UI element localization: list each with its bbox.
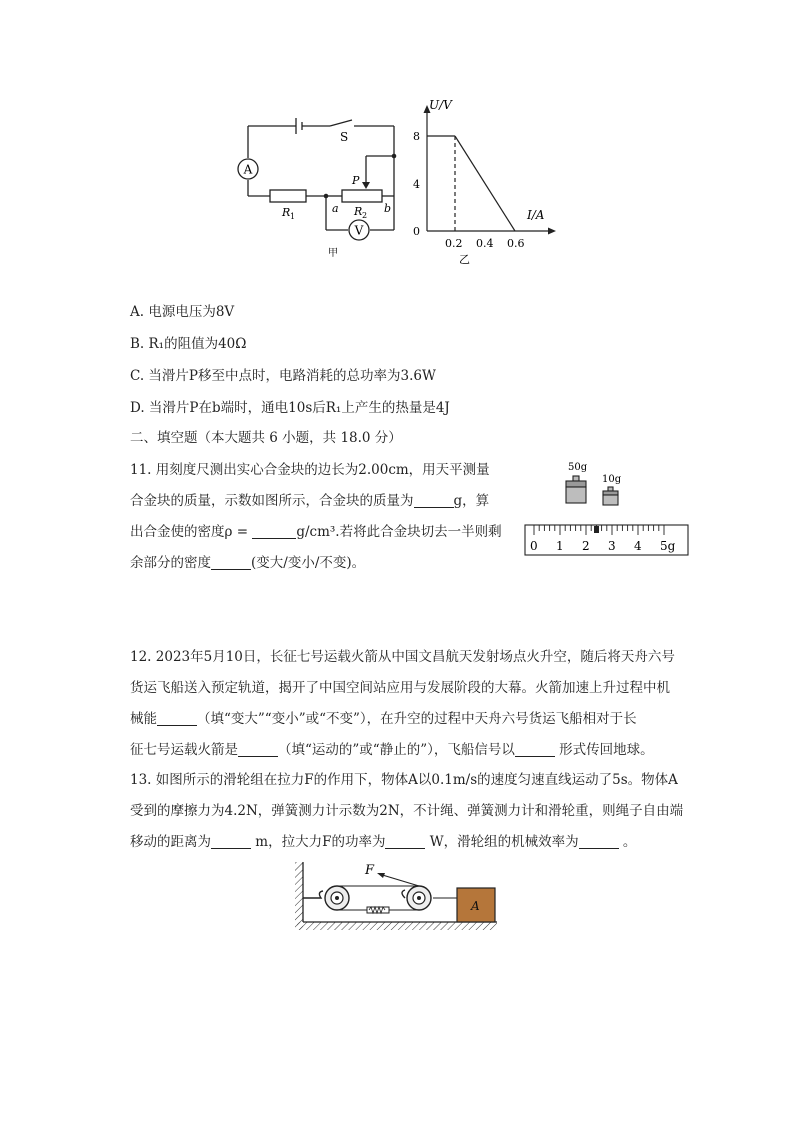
q13-l3-mid2: W，滑轮组的机械效率为	[425, 834, 579, 850]
r1-sub: 1	[290, 212, 296, 221]
q13-l3-tail: 。	[618, 834, 637, 850]
balance-reading-figure	[520, 458, 695, 563]
q11-l4-tail: (变大/变小/不变)。	[251, 555, 366, 571]
pulley-system-figure	[293, 858, 503, 938]
answer-blank	[579, 834, 619, 849]
q11-line-3	[130, 522, 502, 542]
q13-line-1: 13. 如图所示的滑轮组在拉力F的作用下，物体A以0.1m/s的速度匀速直线运动了5s。物体A	[130, 772, 678, 788]
r1-resistor	[270, 190, 306, 202]
terminal-b-label: b	[384, 202, 392, 215]
q12-l3-tail: （填“变大”“变小”或“不变”），在升空的过程中天舟六号货运飞船相对于长	[197, 711, 637, 727]
switch-label: S	[340, 130, 349, 144]
q12-l4-mid: （填“运动的”或“静止的”），飞船信号以	[278, 742, 515, 758]
scale-label: 3	[608, 539, 616, 553]
q13-line-3	[130, 832, 636, 852]
q11-l4-text: 余部分的密度	[130, 555, 211, 571]
x-axis-label: I/A	[527, 208, 545, 222]
floor	[297, 922, 497, 930]
ammeter-label: A	[243, 162, 253, 177]
force-label: F	[365, 863, 375, 878]
q12-l4-text: 征七号运载火箭是	[130, 742, 238, 758]
weight-50g-knob	[573, 476, 579, 481]
q11-l3-tail: g/cm³.若将此合金块切去一半则剩	[296, 524, 502, 540]
wall	[295, 862, 303, 930]
scale-label: 1	[556, 539, 564, 553]
q11-line-4	[130, 553, 365, 573]
u-i-line-slope	[455, 136, 515, 231]
terminal-a-label: a	[332, 202, 339, 215]
block-a-label: A	[471, 899, 480, 913]
x-tick-0-2: 0.2	[445, 237, 463, 250]
q13-l3-text: 移动的距离为	[130, 834, 211, 850]
wall-hook	[303, 891, 323, 898]
weight-10g	[603, 495, 618, 505]
q11-l2-text: 合金块的质量，示数如图所示，合金块的质量为	[130, 493, 414, 509]
weight-50g	[566, 487, 586, 503]
x-tick-0-4: 0.4	[476, 237, 494, 250]
scale-label: 2	[582, 539, 590, 553]
circuit-caption: 甲	[328, 248, 338, 259]
r2-label: R	[354, 205, 363, 218]
section-heading: 二、填空题（本大题共 6 小题，共 18.0 分）	[130, 430, 402, 446]
q12-line-1: 12. 2023年5月10日，长征七号运载火箭从中国文昌航天发射场点火升空，随后将天舟六号	[130, 649, 675, 665]
weight-10g-knob	[608, 487, 613, 491]
weight-50g-label: 50g	[568, 462, 588, 473]
q12-line-4	[130, 740, 654, 760]
scale-label: 5g	[660, 539, 676, 553]
origin-label: 0	[413, 225, 420, 238]
rider	[594, 526, 599, 533]
switch-blade	[330, 120, 352, 126]
answer-blank	[157, 711, 197, 726]
answer-blank	[414, 493, 454, 508]
answer-blank	[252, 524, 296, 539]
answer-blank	[515, 742, 555, 757]
y-axis-label: U/V	[429, 98, 452, 112]
slider-arrow	[362, 182, 370, 189]
q13-line-2: 受到的摩擦力为4.2N，弹簧测力计示数为2N，不计绳、弹簧测力计和滑轮重，则绳子自由端	[130, 803, 684, 819]
answer-blank	[385, 834, 425, 849]
q13-l3-mid: m，拉大力F的功率为	[251, 834, 386, 850]
answer-blank	[211, 555, 251, 570]
y-tick-4: 4	[413, 178, 420, 191]
option-a: A. 电源电压为8V	[130, 304, 235, 320]
answer-blank	[238, 742, 278, 757]
option-d: D. 当滑片P在b端时，通电10s后R₁上产生的热量是4J	[130, 400, 450, 416]
q12-l4-tail: 形式传回地球。	[554, 742, 654, 758]
voltmeter-label: V	[354, 223, 364, 238]
circuit-diagram	[230, 110, 410, 260]
r2-sub: 2	[362, 211, 368, 220]
r2-rheostat	[342, 190, 382, 202]
q11-line-1: 11. 用刻度尺测出实心合金块的边长为2.00cm，用天平测量	[130, 462, 490, 478]
scale-label: 4	[634, 539, 642, 553]
option-c: C. 当滑片P移至中点时，电路消耗的总功率为3.6W	[130, 368, 436, 384]
answer-blank	[211, 834, 251, 849]
q11-line-2	[130, 491, 489, 511]
scale-label: 0	[530, 539, 538, 553]
option-b: B. R₁的阻值为40Ω	[130, 336, 247, 352]
q12-l3-text: 械能	[130, 711, 157, 727]
r1-label: R	[282, 206, 291, 219]
graph-caption: 乙	[459, 253, 470, 266]
pulley-hook	[402, 890, 405, 898]
y-tick-8: 8	[413, 130, 420, 143]
slider-p-label: P	[352, 174, 360, 187]
q12-line-2: 货运飞船送入预定轨道，揭开了中国空间站应用与发展阶段的大幕。火箭加速上升过程中机	[130, 680, 670, 696]
q11-l2-tail: g，算	[453, 493, 490, 509]
u-i-graph	[405, 95, 565, 270]
x-tick-0-6: 0.6	[507, 237, 525, 250]
q12-line-3	[130, 709, 637, 729]
q11-l3-text: 出合金使的密度ρ =	[130, 524, 253, 540]
weight-10g-label: 10g	[602, 474, 622, 485]
